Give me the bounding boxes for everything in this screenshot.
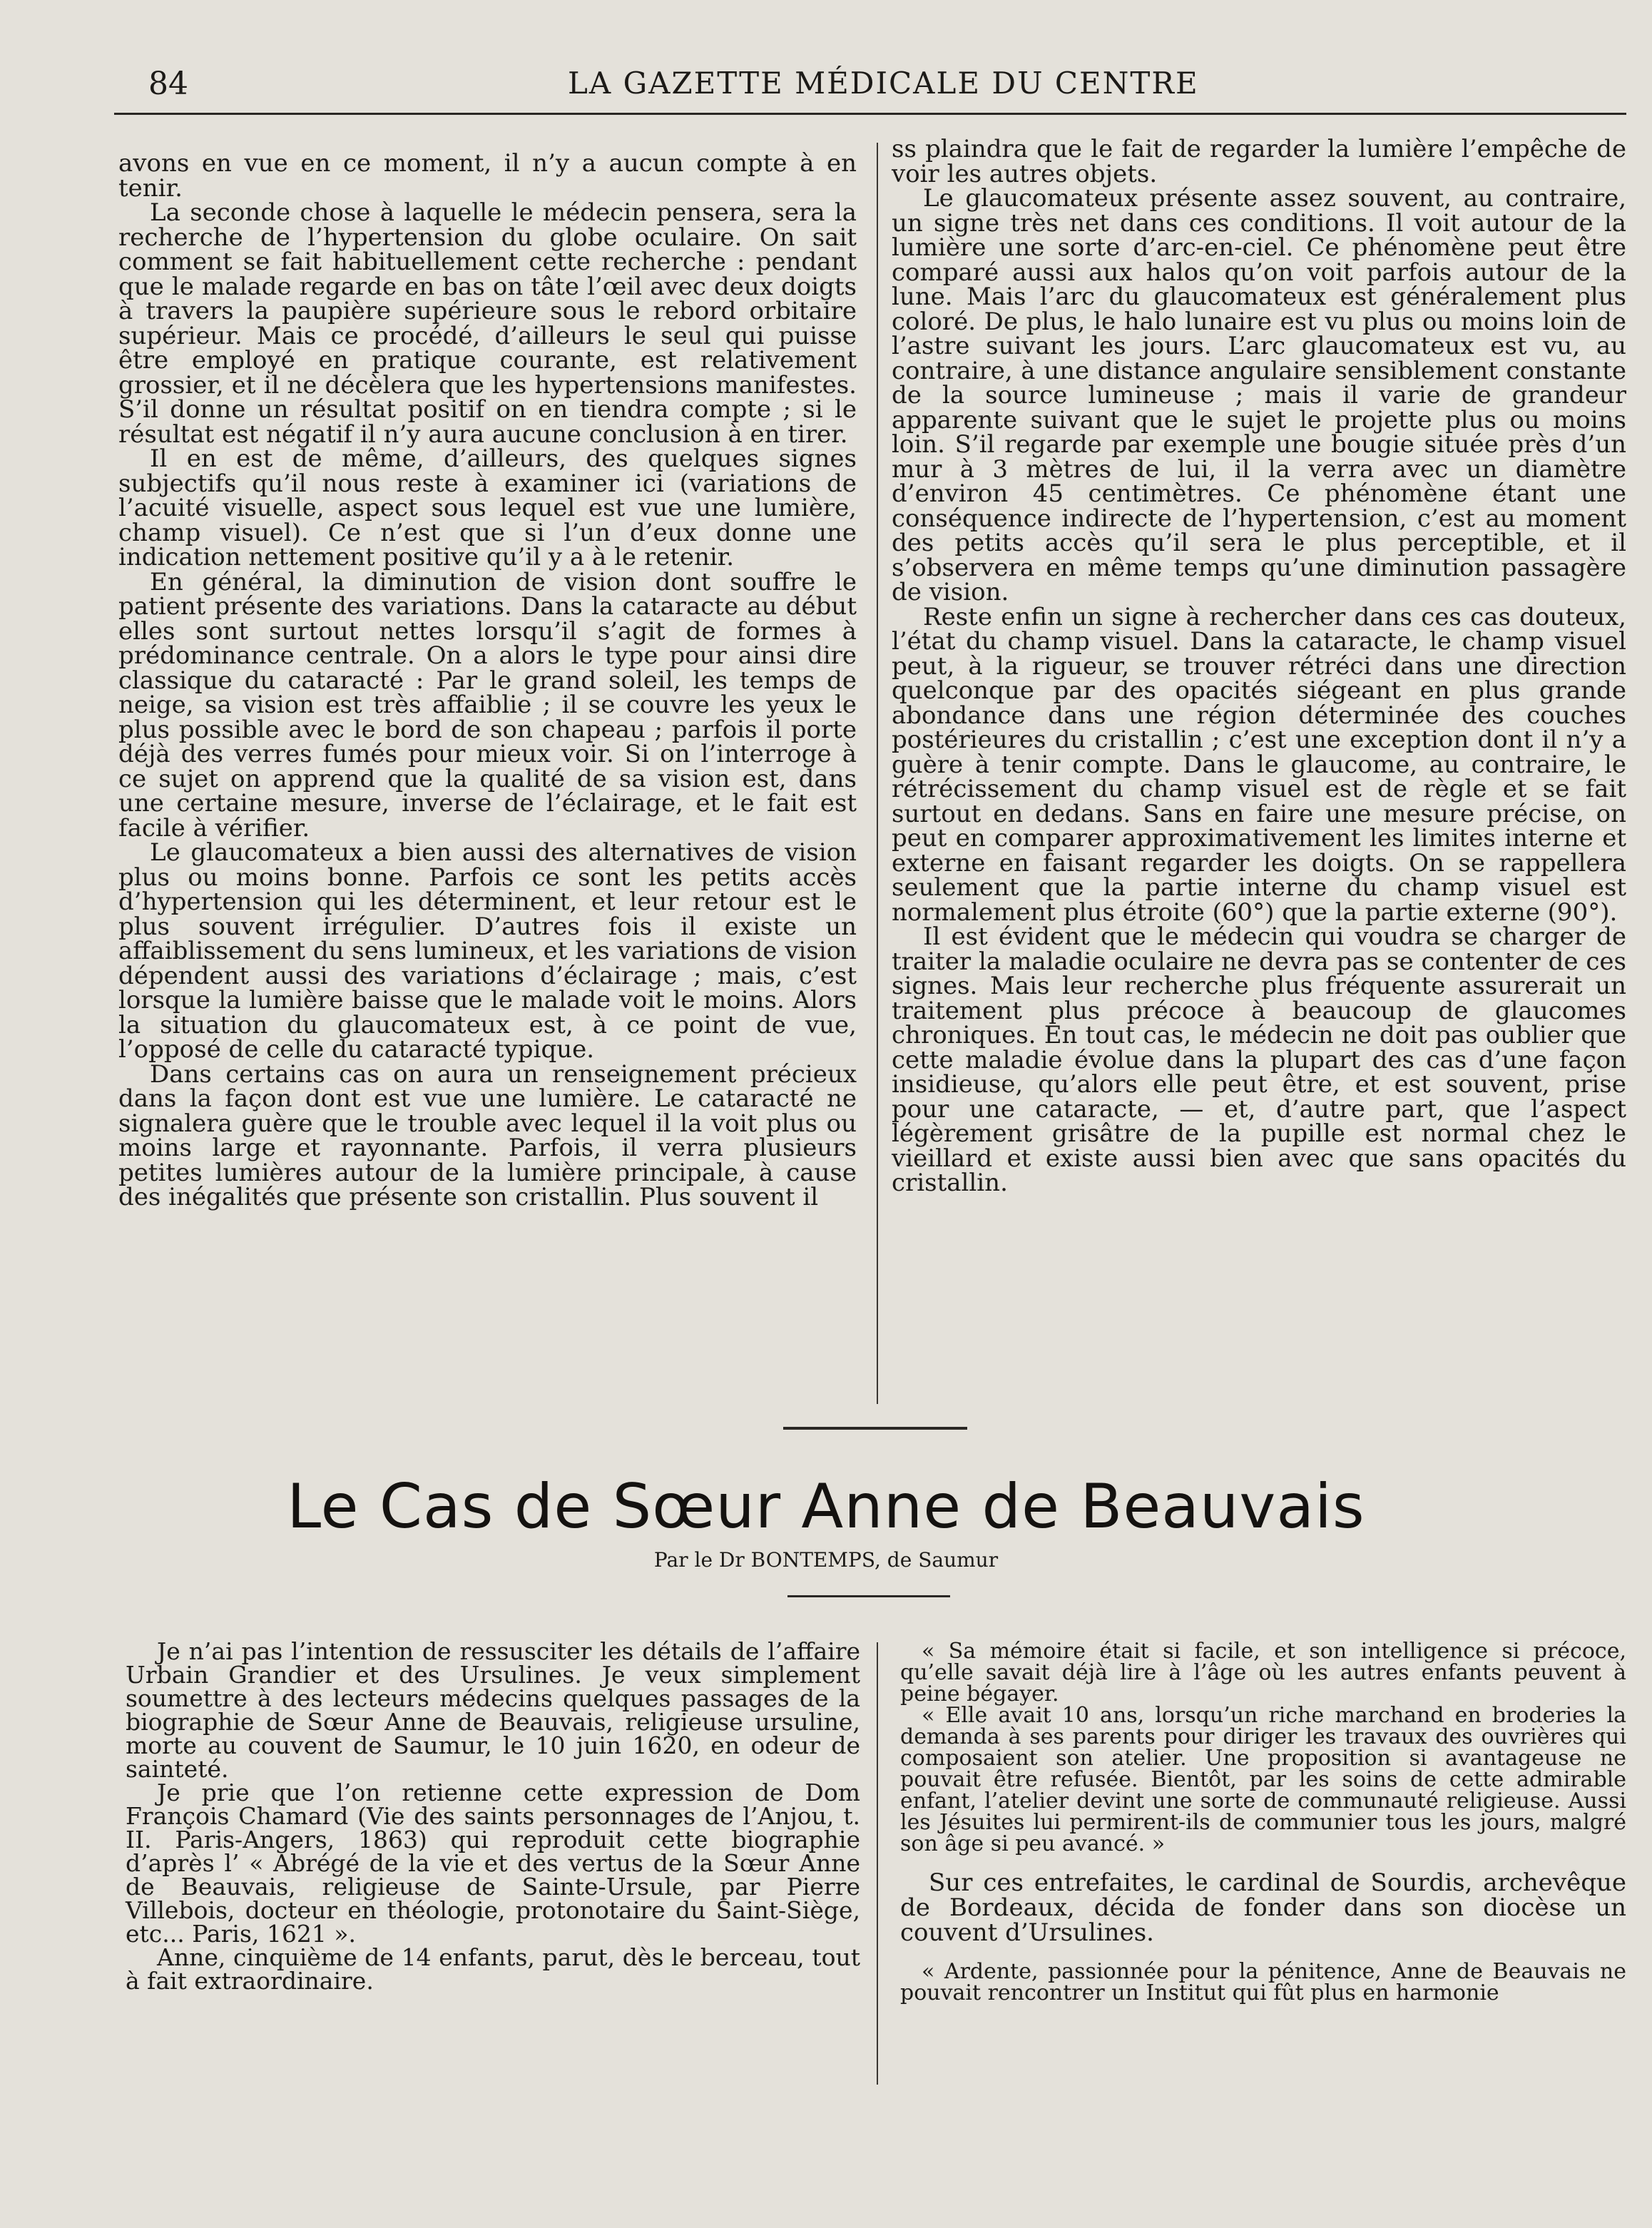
paragraph: Sur ces entrefaites, le cardinal de Sourdis, archevêque de Bordeaux, décida de fonder dans son diocèse un couvent d’Ursulines. [900,1868,1626,1947]
article-byline: Par le Dr BONTEMPS, de Saumur [653,1548,999,1572]
paragraph: Anne, cinquième de 14 enfants, parut, dès le berceau, tout à fait extraordinaire. [126,1943,860,1995]
quote-paragraph: « Sa mémoire était si facile, et son intelligence si précoce, qu’elle savait déjà lire à l’âge où les autres enfants peuvent à peine bégayer. [900,1639,1626,1706]
paragraph: Le glaucomateux présente assez souvent, au contraire, un signe très net dans ces conditions. Il voit autour de la lumière une sorte d’arc-en-ciel. Ce phénomène peut être comparé aussi aux halos qu’on voit parfois autour de la lune. Mais l’arc du glaucomateux est généralement plus coloré. De plus, le halo lunaire est vu plus ou moins loin de l’astre suivant les jours. L’arc glaucomateux est vu, au contraire, à une distance angulaire sensiblement constante de la source lumineuse ; mais il varie de grandeur apparente suivant que le sujet le projette plus ou moins loin. S’il regarde par exemple une bougie située près d’un mur à 3 mètres de lui, il la verra avec un diamètre d’environ 45 centimètres. Ce phénomène étant une conséquence indirecte de l’hypertension, c’est au moment des petits accès qu’il sera le plus perceptible, et il s’observera en même temps qu’une diminution passagère de vision. [892,184,1626,606]
paragraph: Le glaucomateux a bien aussi des alternatives de vision plus ou moins bonne. Parfois ce sont les petits accès d’hypertension qui les déterminent, et leur retour est le plus souvent irrégulier. D’autres fois il existe un affaiblissement du sens lumineux, et les variations de vision dépendent aussi des variations d’éclairage ; mais, c’est lorsque la lumière baisse que le malade voit le moins. Alors la situation du glaucomateux est, à ce point de vue, l’opposé de celle du cataracté typique. [118,838,857,1064]
paragraph: Il en est de même, d’ailleurs, des quelques signes subjectifs qu’il nous reste à examiner ici (variations de l’acuité visuelle, aspect sous lequel est vue une lumière, champ visuel). Ce n’est que si l’un d’eux donne une indication nettement positive qu’il y a à le retenir. [118,444,857,571]
article-separator [783,1427,967,1430]
column-right-top [892,137,1626,1196]
byline-rule [787,1595,950,1597]
paragraph: Reste enfin un signe à rechercher dans ces cas douteux, l’état du champ visuel. Dans la cataracte, le champ visuel peut, à la rigueur, se trouver rétréci dans une direction quelconque par des opacités siégeant en plus grande abondance dans une région déterminée des couches postérieures du cristallin ; c’est une exception dont il n’y a guère à tenir compte. Dans le glaucome, au contraire, le rétrécissement du champ visuel est de règle et se fait surtout en dedans. Sans en faire une mesure précise, on peut en comparer approximativement les limites interne et externe en faisant regarder les doigts. On se rappellera seulement que la partie interne du champ visuel est normalement plus étroite (60°) que la partie externe (90°). [892,602,1626,927]
paragraph: Je prie que l’on retienne cette expression de Dom François Chamard (Vie des saints personnages de l’Anjou, t. II. Paris-Angers, 1863) qui reproduit cette biographie d’après l’ « Abrégé de la vie et des vertus de la Sœur Anne de Beauvais, religieuse de Sainte-Ursule, par Pierre Villebois, docteur en théologie, protonotaire du Saint-Siège, etc... Paris, 1621 ». [126,1779,860,1948]
paragraph: En général, la diminution de vision dont souffre le patient présente des variations. Dans la cataracte au début elles sont surtout nettes lorsqu’il s’agit de formes à prédominance centrale. On a alors le type pour ainsi dire classique du cataracté : Par le grand soleil, les temps de neige, sa vision est très affaiblie ; il se couvre les yeux le plus possible avec le bord de son chapeau ; parfois il porte déjà des verres fumés pour mieux voir. Si on l’interroge à ce sujet on apprend que la qualité de sa vision est, dans une certaine mesure, inverse de l’éclairage, et le fait est facile à vérifier. [118,567,857,843]
paragraph: avons en vue en ce moment, il n’y a aucun compte à en tenir. [118,149,857,203]
paragraph: Je n’ai pas l’intention de ressusciter les détails de l’affaire Urbain Grandier et des Ursulines. Je veux simplement soumettre à des lecteurs médecins quelques passages de la biographie de Sœur Anne de Beauvais, religieuse ursuline, morte au couvent de Saumur, le 10 juin 1620, en odeur de sainteté. [126,1637,860,1783]
column-divider [877,1642,878,2085]
paragraph: Dans certains cas on aura un renseignement précieux dans la façon dont est vue une lumière. Le cataracté ne signalera guère que le trouble avec lequel il la voit plus ou moins large et rayonnante. Parfois, il verra plusieurs petites lumières autour de la lumière principale, à cause des inégalités que présente son cristallin. Plus souvent il [118,1059,857,1211]
header-rule [114,113,1626,115]
journal-title: LA GAZETTE MÉDICALE DU CENTRE [568,66,1199,101]
column-right-bottom [900,1641,1626,2004]
paragraph: Il est évident que le médecin qui voudra se charger de traiter la maladie oculaire ne devra pas se contenter de ces signes. Mais leur recherche plus fréquente assurerait un traitement plus précoce à beaucoup de glaucomes chroniques. En tout cas, le médecin ne doit pas oublier que cette maladie évolue dans la plupart des cas d’une façon insidieuse, qu’alors elle peut être, et est souvent, prise pour une cataracte, — et, d’autre part, que l’aspect légèrement grisâtre de la pupille est normal chez le vieillard et existe aussi bien avec que sans opacités du cristallin. [892,922,1626,1197]
article-title: Le Cas de Sœur Anne de Beauvais [287,1471,1365,1542]
paragraph: ss plaindra que le fait de regarder la lumière l’empêche de voir les autres objets. [892,135,1626,188]
paragraph: La seconde chose à laquelle le médecin pensera, sera la recherche de l’hypertension du globe oculaire. On sait comment se fait habituellement cette recherche : pendant que le malade regarde en bas on tâte l’œil avec deux doigts à travers la paupière supérieure sous le rebord orbitaire supérieur. Mais ce procédé, d’ailleurs le seul qui puisse être employé en pratique courante, est relativement grossier, et il ne décèlera que les hypertensions manifestes. S’il donne un résultat positif on en tiendra compte ; si le résultat est négatif il n’y aura aucune conclusion à en tirer. [118,198,857,449]
column-left-top [118,151,857,1210]
page-header [0,66,1652,108]
page-number: 84 [148,66,188,102]
column-divider [877,143,878,1404]
quote-paragraph: « Ardente, passionnée pour la pénitence, Anne de Beauvais ne pouvait rencontrer un Institut qui fût plus en harmonie [900,1959,1626,2005]
column-left-bottom [126,1639,860,1993]
quote-paragraph: « Elle avait 10 ans, lorsqu’un riche marchand en broderies la demanda à ses parents pour diriger les travaux des ouvrières qui composaient son atelier. Une proposition si avantageuse ne pouvait être refusée. Bientôt, par les soins de cette admirable enfant, l’atelier devint une sorte de communauté religieuse. Aussi les Jésuites lui permirent-ils de communier tous les jours, malgré son âge si peu avancé. » [900,1703,1626,1856]
